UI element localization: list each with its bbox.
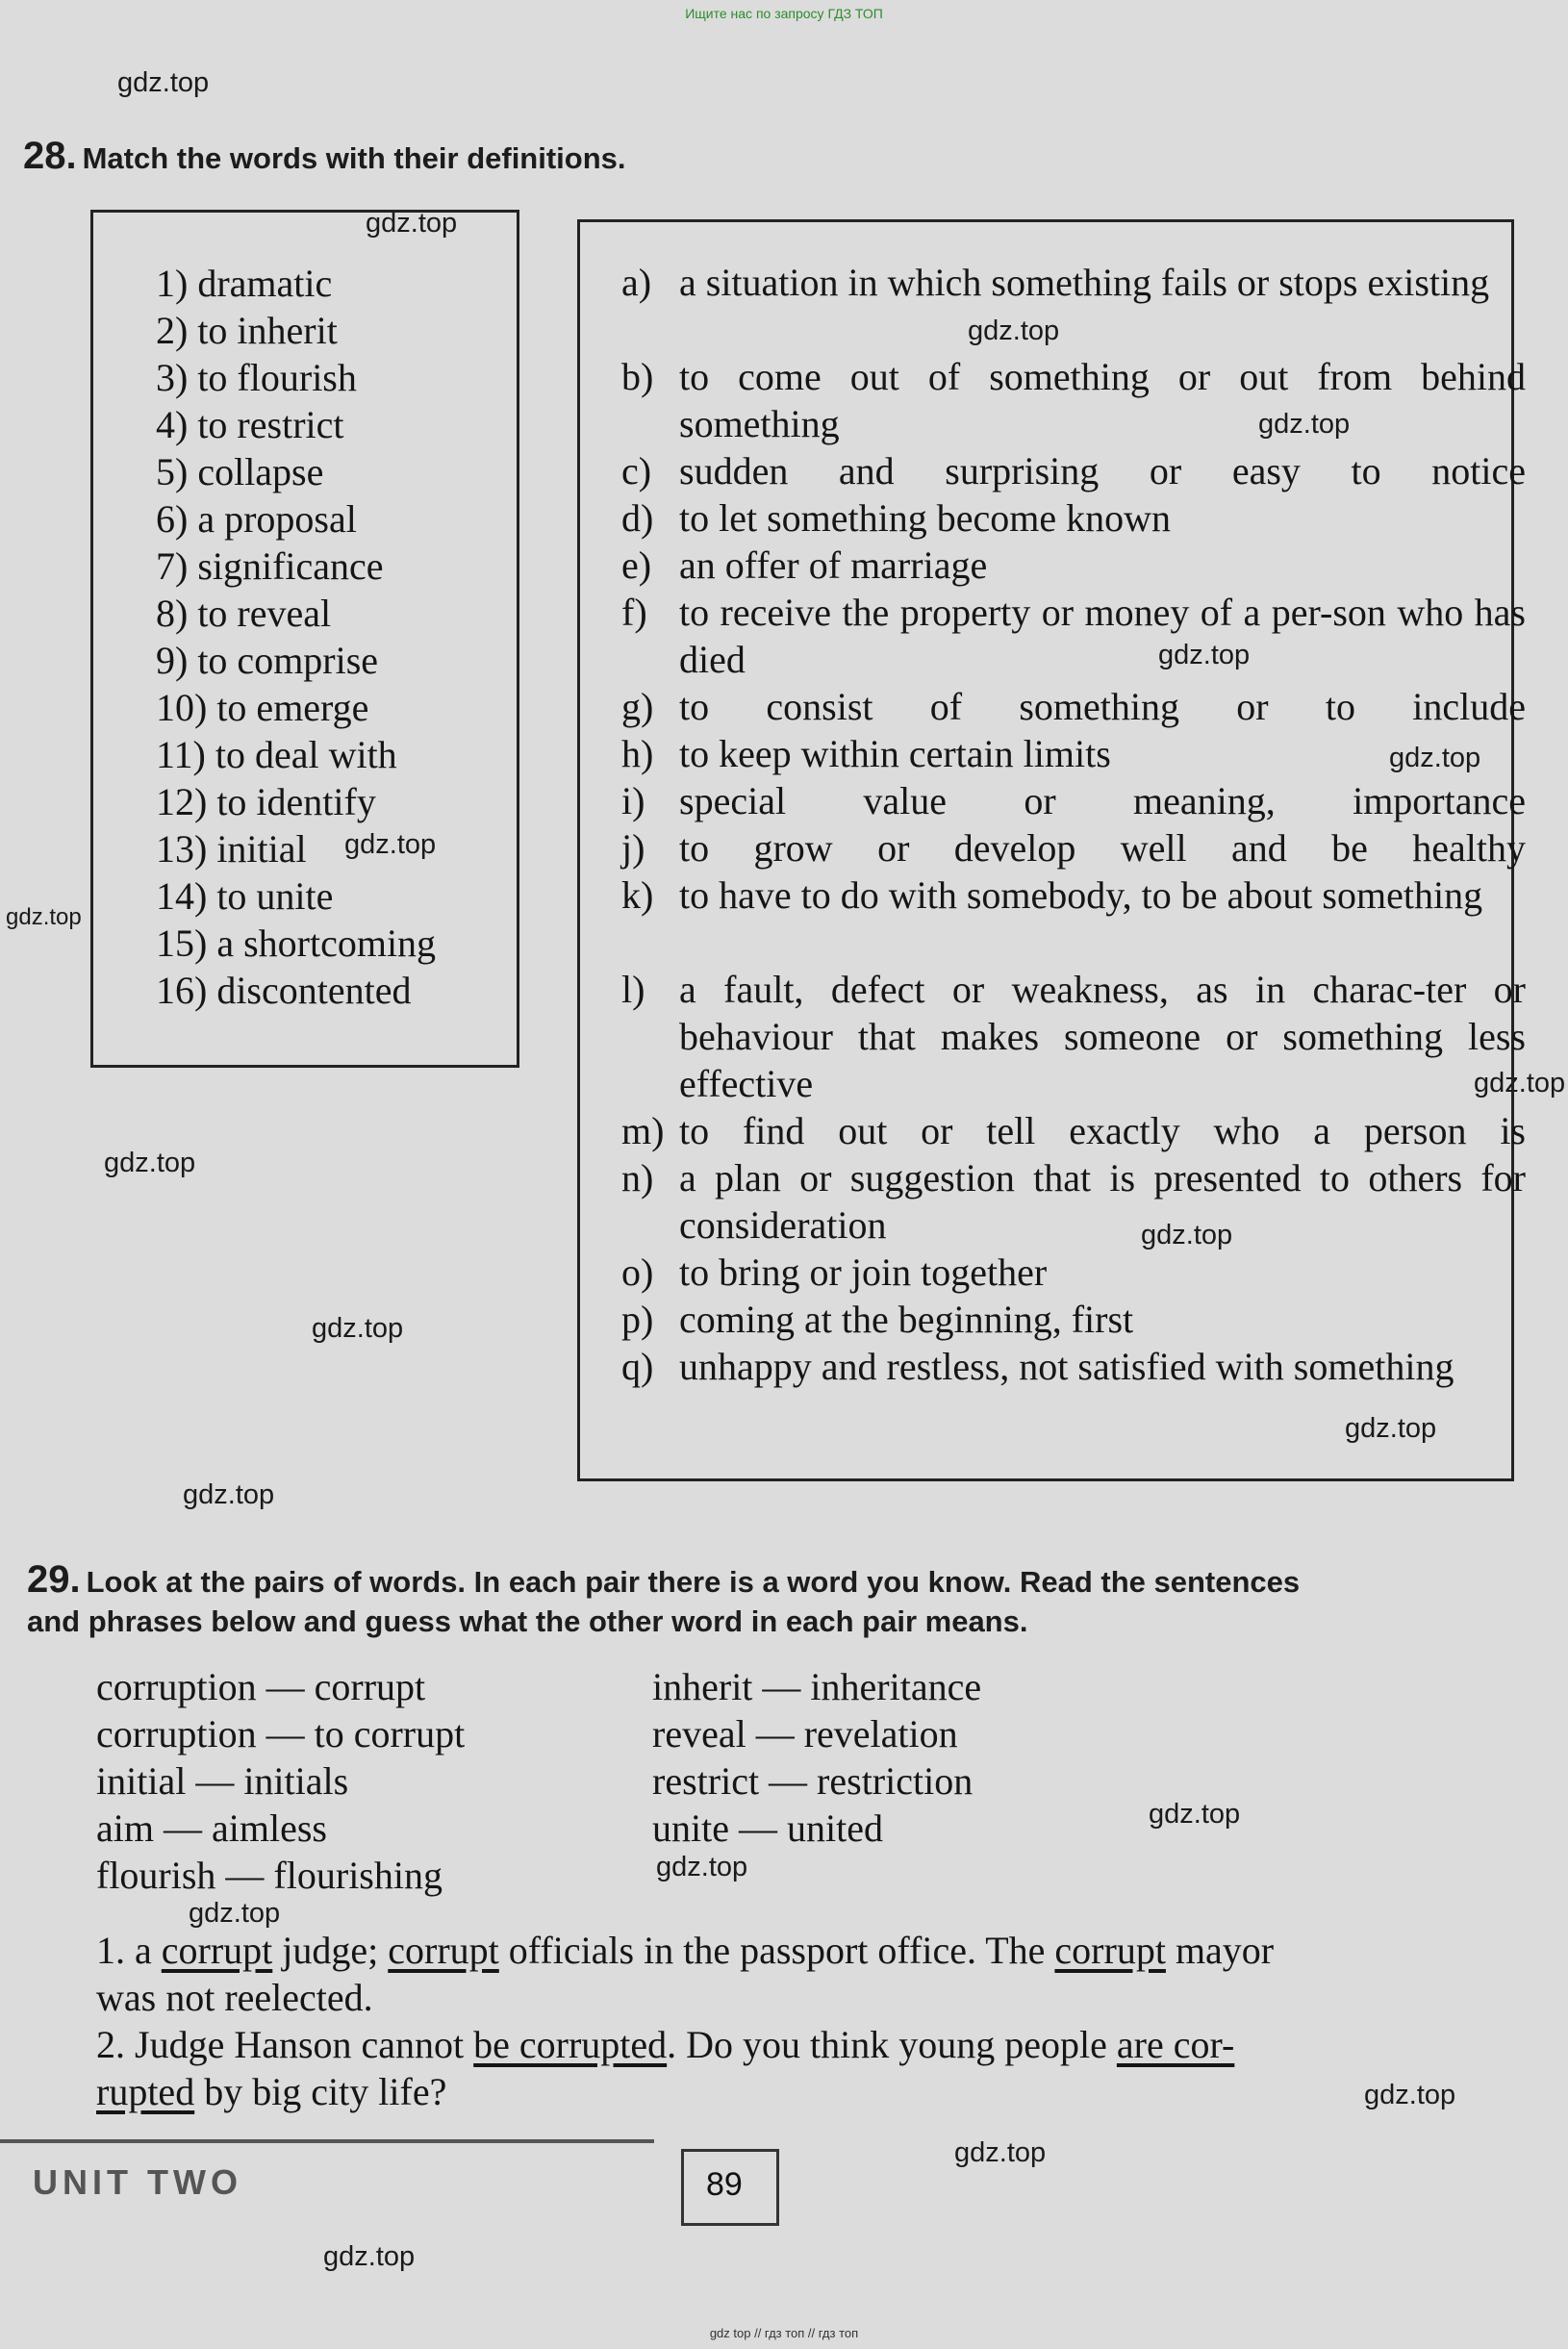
word-pair: unite — united bbox=[652, 1806, 883, 1850]
watermark: gdz.top bbox=[968, 316, 1060, 346]
definition-label: n) bbox=[621, 1156, 654, 1200]
sentence-text: 2. Judge Hanson cannot bbox=[96, 2023, 474, 2066]
word-item: 6) a proposal bbox=[156, 497, 357, 541]
word-pair: restrict — restriction bbox=[652, 1759, 974, 1803]
definition-label: d) bbox=[621, 496, 654, 540]
watermark: gdz.top bbox=[323, 2241, 416, 2272]
underlined-word: be corrupted bbox=[473, 2023, 668, 2066]
definition-text: coming at the beginning, first bbox=[679, 1298, 1134, 1341]
definition-text: to receive the property or money of a per-son who has died bbox=[679, 591, 1526, 681]
definition-label: h) bbox=[621, 732, 654, 775]
definition-label: l) bbox=[621, 968, 645, 1011]
unit-label: UNIT TWO bbox=[33, 2162, 242, 2202]
words-list bbox=[156, 260, 436, 1014]
word-item: 9) to comprise bbox=[156, 639, 379, 682]
definition-text: to have to do with somebody, to be about something bbox=[679, 873, 1483, 917]
word-item: 11) to deal with bbox=[156, 733, 397, 776]
definition-text: to grow or develop well and be healthy bbox=[679, 826, 1526, 870]
watermark: gdz.top bbox=[104, 1148, 196, 1178]
definition-label: o) bbox=[621, 1250, 654, 1294]
watermark: gdz.top bbox=[656, 1852, 748, 1882]
word-item: 4) to restrict bbox=[156, 403, 344, 446]
word-item: 13) initial bbox=[156, 827, 307, 871]
top-banner[interactable]: Ищите нас по запросу ГДЗ ТОП bbox=[685, 6, 883, 21]
word-pair: flourish — flourishing bbox=[96, 1854, 443, 1897]
watermark: gdz.top bbox=[1474, 1068, 1566, 1099]
watermark: gdz.top bbox=[117, 67, 210, 98]
word-item: 7) significance bbox=[156, 544, 384, 588]
sentence-text: . Do you think young people bbox=[667, 2023, 1117, 2066]
word-pair: initial — initials bbox=[96, 1759, 349, 1803]
sentence-text: 1. a bbox=[96, 1929, 162, 1972]
watermark: gdz.top bbox=[189, 1898, 281, 1929]
word-item: 16) discontented bbox=[156, 969, 412, 1012]
sentence-text: judge; bbox=[272, 1929, 389, 1972]
word-pair: inherit — inheritance bbox=[652, 1665, 982, 1708]
definition-label: g) bbox=[621, 685, 654, 728]
word-pair: reveal — revelation bbox=[652, 1712, 958, 1755]
exercise-28-heading bbox=[23, 135, 626, 178]
word-pair: corruption — corrupt bbox=[96, 1665, 426, 1708]
watermark: gdz.top bbox=[1345, 1413, 1437, 1444]
definition-text: to come out of something or out from behind something bbox=[679, 355, 1526, 445]
underlined-word: rupted bbox=[96, 2070, 195, 2113]
word-item: 10) to emerge bbox=[156, 686, 369, 729]
watermark: gdz.top bbox=[1149, 1799, 1241, 1830]
definition-label: i) bbox=[621, 779, 645, 822]
exercise-instruction: Match the words with their definitions. bbox=[82, 141, 626, 175]
definition-label: k) bbox=[621, 873, 654, 917]
underlined-word: corrupt bbox=[1054, 1929, 1166, 1972]
word-pairs-right bbox=[652, 1663, 981, 1852]
definition-label: j) bbox=[621, 826, 645, 870]
word-item: 15) a shortcoming bbox=[156, 922, 437, 965]
definition-text: a plan or suggestion that is presented to others for consideration bbox=[679, 1156, 1526, 1247]
definition-text: to consist of something or to include bbox=[679, 685, 1526, 728]
watermark: gdz.top bbox=[183, 1479, 275, 1510]
word-item: 12) to identify bbox=[156, 780, 376, 823]
definition-label: m) bbox=[621, 1109, 665, 1152]
page-number: 89 bbox=[706, 2166, 743, 2203]
definition-text: sudden and surprising or easy to notice bbox=[679, 449, 1526, 493]
word-item: 1) dramatic bbox=[156, 262, 333, 305]
definition-text: a fault, defect or weakness, as in charac-ter or behaviour that makes someone or something less effective bbox=[679, 968, 1526, 1105]
word-item: 8) to reveal bbox=[156, 592, 332, 635]
exercise-number: 28. bbox=[23, 135, 77, 177]
word-pair: aim — aimless bbox=[96, 1806, 327, 1850]
definition-label: a) bbox=[621, 261, 652, 304]
word-item: 2) to inherit bbox=[156, 309, 338, 352]
underlined-word: corrupt bbox=[161, 1929, 273, 1972]
sentence-text: mayor bbox=[1165, 1929, 1275, 1972]
definition-text: an offer of marriage bbox=[679, 543, 988, 587]
watermark: gdz.top bbox=[366, 208, 458, 239]
exercise-number: 29. bbox=[27, 1558, 81, 1601]
watermark: gdz.top bbox=[1364, 2080, 1456, 2110]
exercise-instruction-line2: and phrases below and guess what the other word in each pair means. bbox=[27, 1604, 1028, 1638]
definition-text: unhappy and restless, not satisfied with something bbox=[679, 1345, 1454, 1388]
watermark: gdz.top bbox=[954, 2137, 1047, 2168]
definition-text: to let something become known bbox=[679, 496, 1172, 540]
watermark: gdz.top bbox=[312, 1313, 404, 1344]
watermark: gdz.top bbox=[1258, 409, 1351, 440]
definition-label: p) bbox=[621, 1298, 654, 1341]
definition-text: to bring or join together bbox=[679, 1250, 1048, 1294]
word-item: 14) to unite bbox=[156, 874, 334, 918]
underlined-word: corrupt bbox=[388, 1929, 499, 1972]
watermark: gdz.top bbox=[1389, 743, 1481, 773]
definition-label: c) bbox=[621, 449, 652, 493]
definition-text: to find out or tell exactly who a person is bbox=[679, 1109, 1526, 1152]
sentence-2 bbox=[96, 2021, 1549, 2115]
definition-label: f) bbox=[621, 591, 647, 634]
word-item: 3) to flourish bbox=[156, 356, 357, 399]
definition-label: b) bbox=[621, 355, 654, 398]
definition-text: a situation in which something fails or stops existing bbox=[679, 261, 1490, 304]
word-item: 5) collapse bbox=[156, 450, 324, 493]
word-pair: corruption — to corrupt bbox=[96, 1712, 466, 1755]
sentence-text: was not reelected. bbox=[96, 1976, 373, 2019]
exercise-instruction: Look at the pairs of words. In each pair there is a word you know. Read the sentences bbox=[86, 1565, 1301, 1599]
watermark: gdz.top bbox=[344, 829, 437, 860]
definition-text: to keep within certain limits bbox=[679, 732, 1111, 775]
definition-label: e) bbox=[621, 543, 652, 587]
footer-rule bbox=[0, 2139, 654, 2143]
sentence-text: officials in the passport office. The bbox=[498, 1929, 1055, 1972]
watermark: gdz.top bbox=[6, 904, 82, 930]
underlined-word: are cor- bbox=[1116, 2023, 1235, 2066]
sentence-1 bbox=[96, 1927, 1549, 2021]
sentence-text: by big city life? bbox=[194, 2070, 447, 2113]
definition-label: q) bbox=[621, 1345, 654, 1388]
definition-text: special value or meaning, importance bbox=[679, 779, 1526, 822]
word-pairs-left bbox=[96, 1663, 465, 1899]
watermark: gdz.top bbox=[1141, 1220, 1233, 1250]
exercise-29-heading bbox=[27, 1558, 1300, 1602]
bottom-banner[interactable]: gdz top // гдз топ // гдз топ bbox=[709, 2326, 859, 2340]
watermark: gdz.top bbox=[1158, 640, 1251, 670]
